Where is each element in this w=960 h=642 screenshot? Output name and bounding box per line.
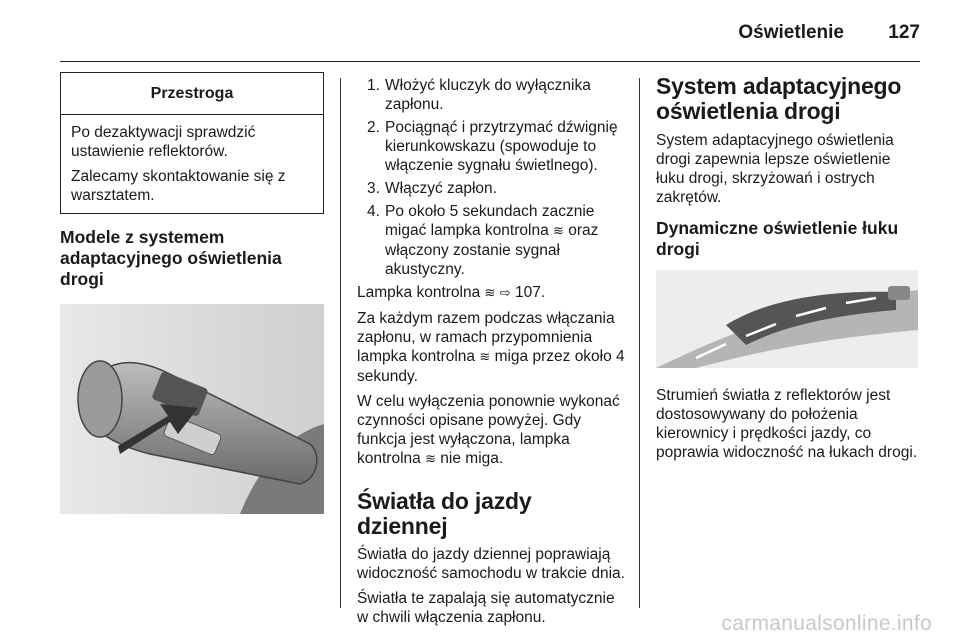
paragraph: W celu wyłączenia ponownie wykonać czynności opisane powyżej. Gdy funkcja jest wyłączona, lampka kontrolna ≋ nie miga. [357, 393, 620, 467]
list-item: 2. Pociągnąć i przytrzymać dźwignię kierunkowskazu (spowoduje to włączenie sygnału świetlnego). [367, 119, 618, 174]
column-right [656, 74, 918, 462]
curve-lighting-illustration [656, 270, 918, 368]
subheading-dynamic-curve: Dynamiczne oświetlenie łuku drogi [656, 218, 899, 259]
page-reference: Lampka kontrolna ≋ ⇨ 107. [357, 284, 546, 301]
caution-title: Przestroga [61, 73, 323, 115]
lever-drawing [60, 304, 324, 514]
section-heading-afl: System adaptacyjnego oświetlenia drogi [656, 73, 902, 124]
paragraph: Światła te zapalają się automatycznie w chwili włączenia zapłonu. [357, 590, 615, 626]
ref-arrow-icon: ⇨ [499, 286, 511, 301]
watermark: carmanualsonline.info [721, 612, 932, 635]
caution-paragraph: Po dezaktywacji sprawdzić ustawienie reflektorów. [71, 124, 256, 160]
road-drawing [656, 270, 918, 368]
list-item: 1. Włożyć kluczyk do wyłącznika zapłonu. [367, 77, 591, 113]
paragraph: Strumień światła z reflektorów jest dostosowywany do położenia kierownicy i prędkości jazdy, co poprawia widoczność na łukach drogi. [656, 387, 918, 461]
caution-body [61, 115, 323, 213]
warning-lamp-icon: ≋ [484, 286, 496, 301]
page-header [60, 0, 920, 62]
procedure-steps [357, 76, 627, 279]
caution-paragraph: Zalecamy skontaktowanie się z warsztatem. [71, 168, 286, 204]
section-heading-models: Modele z systemem adaptacyjnego oświetlenia drogi [60, 227, 282, 289]
warning-lamp-icon: ≋ [553, 224, 564, 239]
list-item: 4. Po około 5 sekundach zacznie migać lampka kontrolna ≋ oraz włączony zostanie sygnał akustyczny. [367, 203, 599, 278]
warning-lamp-icon: ≋ [479, 350, 491, 365]
turn-signal-lever-illustration [60, 304, 324, 514]
page-number: 127 [888, 22, 920, 43]
list-item: 3. Włączyć zapłon. [367, 180, 497, 197]
caution-box [60, 72, 324, 214]
reference-link[interactable]: 107. [514, 284, 546, 301]
column-divider-right [639, 78, 640, 608]
column-left [60, 72, 324, 514]
paragraph: Za każdym razem podczas włączania zapłonu, w ramach przypomnienia lampka kontrolna ≋ miga przez około 4 sekundy. [357, 310, 625, 385]
paragraph: Światła do jazdy dziennej poprawiają widoczność samochodu w trakcie dnia. [357, 546, 625, 582]
chapter-title: Oświetlenie [738, 22, 844, 43]
warning-lamp-icon: ≋ [425, 452, 436, 467]
paragraph: System adaptacyjnego oświetlenia drogi zapewnia lepsze oświetlenie łuku drogi, skrzyżowań i ostrych zakrętów. [656, 132, 894, 206]
section-heading-drl: Światła do jazdy dziennej [357, 488, 532, 539]
column-divider-left [340, 78, 341, 608]
column-middle [357, 76, 627, 627]
